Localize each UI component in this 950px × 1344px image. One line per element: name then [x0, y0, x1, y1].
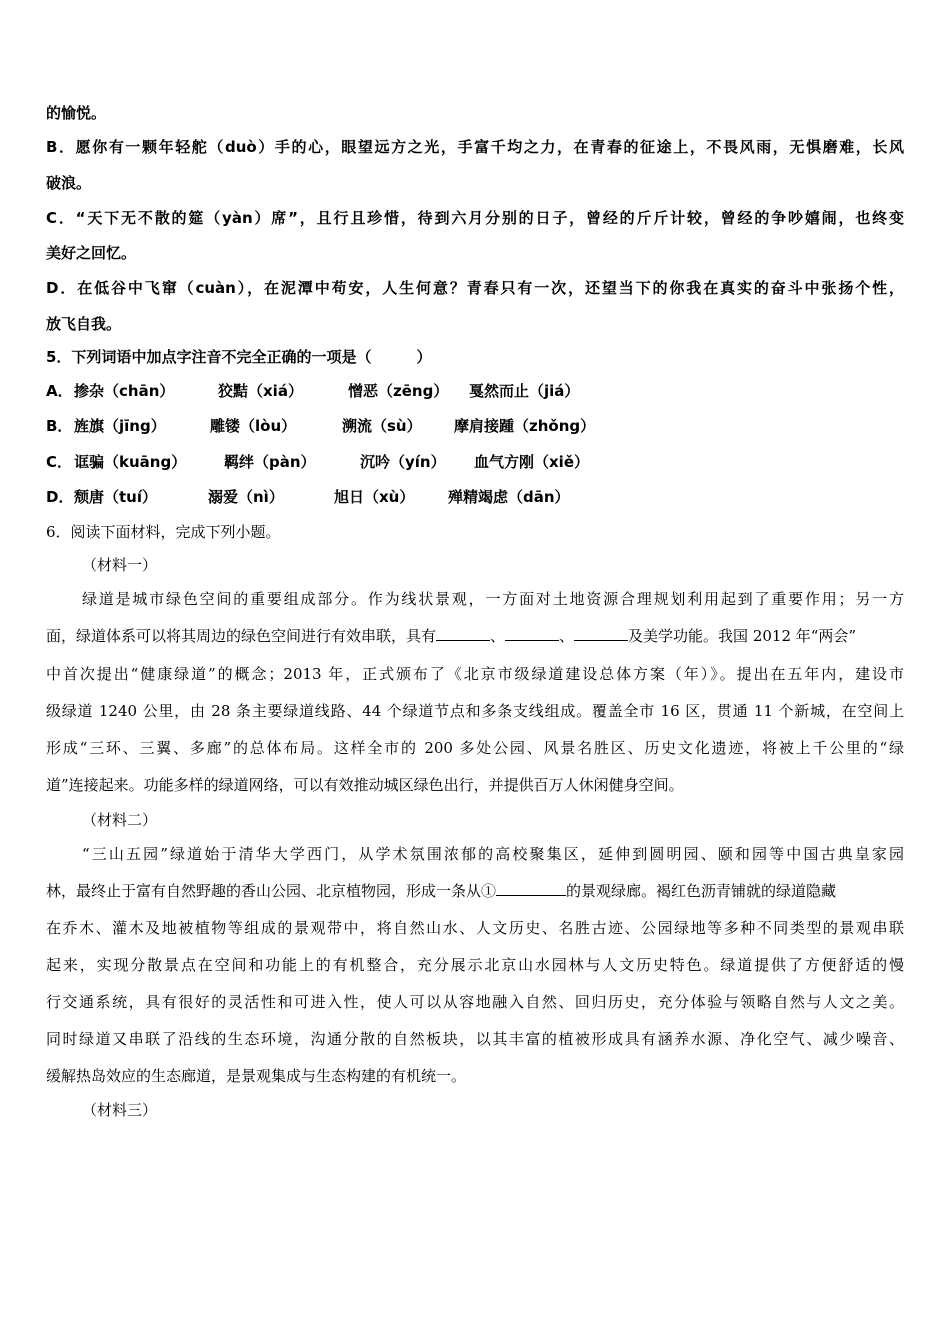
q5-option-b-item: 摩肩接踵（zhǒng）	[454, 417, 596, 435]
material-2-title: （材料二）	[82, 811, 158, 829]
q5-option-c-item: 血气方刚（xiě）	[474, 453, 589, 471]
material-2-line: 同时绿道又串联了沿线的生态环境，沟通分散的自然板块，以其丰富的植被形成具有涵养水源、净化空气、减少噪音、	[46, 1030, 904, 1048]
material-2-line: 在乔木、灌木及地被植物等组成的景观带中，将自然山水、人文历史、名胜古迹、公园绿地等多种不同类型的景观串联	[46, 919, 904, 937]
q6-stem: 6．阅读下面材料，完成下列小题。	[46, 523, 281, 541]
q5-option-c-item: 诓骗（kuāng）	[74, 453, 187, 471]
q4-option-c-line2: 美好之回忆。	[46, 244, 137, 262]
q5-option-a-item: 掺杂（chān）	[74, 382, 175, 400]
q5-option-a-item: 狡黠（xiá）	[218, 382, 303, 400]
material-2-line-with-blank	[46, 881, 836, 901]
q5-option-c-item: 羁绊（pàn）	[224, 453, 316, 471]
q5-option-c-label: C．	[46, 453, 73, 471]
fill-blank-2[interactable]	[505, 626, 559, 641]
fill-blank-3[interactable]	[574, 626, 628, 641]
material-1-line: 中首次提出“健康绿道”的概念；2013 年，正式颁布了《北京市级绿道建设总体方案（年）》。提出在五年内，建设市	[46, 665, 904, 683]
material-1-line: 形成“三环、三翼、多廊”的总体布局。这样全市的 200 多处公园、风景名胜区、历史文化遗迹，将被上千公里的“绿	[46, 739, 904, 757]
material-2-text: 的景观绿廊。褐红色沥青铺就的绿道隐藏	[566, 882, 837, 900]
material-2-line: 行交通系统，具有很好的灵活性和可进入性，使人可以从容地融入自然、回归历史，充分体验与领略自然与人文之美。	[46, 993, 904, 1011]
q4-option-c-line1: C．“天下无不散的筵（yàn）席”，且行且珍惜，待到六月分别的日子，曾经的斤斤计较，曾经的争吵嬉闹，也终变	[46, 209, 904, 227]
material-2-line: 起来，实现分散景点在空间和功能上的有机整合，充分展示北京山水园林与人文历史特色。绿道提供了方便舒适的慢	[46, 956, 904, 974]
q5-option-c-item: 沉吟（yín）	[360, 453, 446, 471]
material-1-line: 绿道是城市绿色空间的重要组成部分。作为线状景观，一方面对土地资源合理规划利用起到了重要作用；另一方	[82, 590, 904, 608]
q4-option-d-line1: D．在低谷中飞窜（cuàn），在泥潭中苟安，人生何意？青春只有一次，还望当下的你我在真实的奋斗中张扬个性，	[46, 279, 904, 297]
q4-option-b-line2: 破浪。	[46, 174, 92, 192]
material-1-text: 及美学功能。我国 2012 年“两会”	[628, 627, 857, 645]
q4-option-d-line2: 放飞自我。	[46, 315, 122, 333]
q4-line-0: 的愉悦。	[46, 104, 107, 122]
fill-blank-4[interactable]	[496, 881, 566, 896]
q5-option-d-item: 殚精竭虑（dān）	[448, 488, 570, 506]
material-1-separator: 、	[559, 627, 575, 645]
q5-option-a-item: 戛然而止（jiá）	[469, 382, 580, 400]
q5-option-b-item: 溯流（sù）	[342, 417, 422, 435]
material-1-line: 级绿道 1240 公里，由 28 条主要绿道线路、44 个绿道节点和多条支线组成。覆盖全市 16 区，贯通 11 个新城，在空间上	[46, 702, 904, 720]
material-2-text: 林，最终止于富有自然野趣的香山公园、北京植物园，形成一条从①	[46, 882, 497, 900]
q4-option-b-line1: B．愿你有一颗年轻舵（duò）手的心，眼望远方之光，手富千均之力，在青春的征途上，不畏风雨，无惧磨难，长风	[46, 138, 904, 156]
q5-option-b-label: B．	[46, 417, 73, 435]
q5-option-a-item: 憎恶（zēng）	[348, 382, 449, 400]
material-2-line: “三山五园”绿道始于清华大学西门，从学术氛围浓郁的高校聚集区，延伸到圆明园、颐和园等中国古典皇家园	[82, 845, 904, 863]
q5-option-d-item: 旭日（xù）	[334, 488, 415, 506]
q5-option-b-item: 雕镂（lòu）	[210, 417, 297, 435]
q5-option-d-item: 溺爱（nì）	[208, 488, 284, 506]
material-2-line: 缓解热岛效应的生态廊道，是景观集成与生态构建的有机统一。	[46, 1067, 467, 1085]
material-1-text: 面，绿道体系可以将其周边的绿色空间进行有效串联，具有	[46, 627, 437, 645]
material-1-line: 道”连接起来。功能多样的绿道网络，可以有效推动城区绿色出行，并提供百万人休闲健身空间。	[46, 776, 684, 794]
q5-stem: 5．下列词语中加点字注音不完全正确的一项是（ ）	[46, 348, 432, 366]
q5-option-a-label: A．	[46, 382, 73, 400]
material-1-separator: 、	[490, 627, 506, 645]
q5-option-b-item: 旌旗（jīng）	[74, 417, 166, 435]
q5-option-d-label: D．	[46, 488, 74, 506]
material-1-line-with-blanks	[46, 626, 856, 646]
material-3-title: （材料三）	[82, 1101, 158, 1119]
fill-blank-1[interactable]	[436, 626, 490, 641]
material-1-title: （材料一）	[82, 556, 158, 574]
q5-option-d-item: 颓唐（tuí）	[74, 488, 157, 506]
